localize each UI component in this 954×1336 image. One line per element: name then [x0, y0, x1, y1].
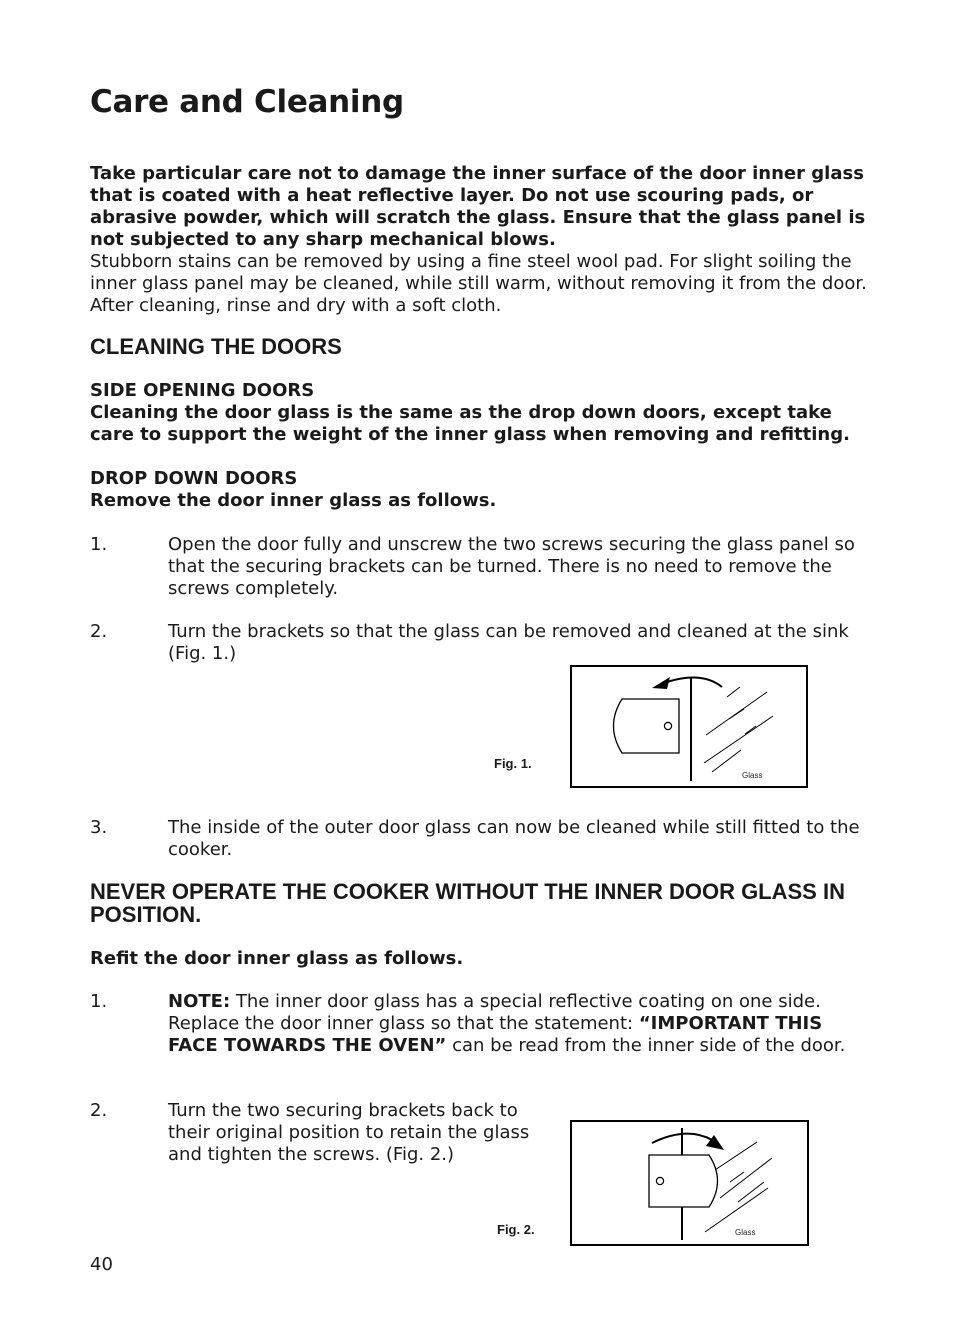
fig1-diagram — [570, 665, 808, 788]
side-opening-heading: SIDE OPENING DOORS — [90, 380, 315, 401]
page-number: 40 — [90, 1254, 113, 1275]
step-number: 3. — [90, 817, 108, 838]
step-text: The inside of the outer door glass can now be cleaned while still fitted to the cooker. — [168, 817, 860, 860]
rotation-arrow — [667, 678, 722, 687]
cleaning-doors-heading: CLEANING THE DOORS — [90, 334, 342, 359]
side-opening-text: Cleaning the door glass is the same as the drop down doors, except take care to support the weight of the inner glass when removing and refitting. — [90, 402, 850, 445]
refit-step-text: Turn the two securing brackets back to their original position to retain the glass and tighten the screws. (Fig. 2.) — [168, 1100, 530, 1165]
fig2-diagram — [570, 1120, 809, 1246]
note-label: NOTE: — [168, 991, 231, 1012]
drop-down-heading: DROP DOWN DOORS — [90, 468, 298, 489]
fig2-illustration — [572, 1122, 807, 1244]
arrow-head-icon — [652, 677, 670, 689]
refit-step-text — [168, 991, 873, 1057]
step-text: Turn the brackets so that the glass can be removed and cleaned at the sink (Fig. 1.) — [168, 621, 849, 664]
step-number: 1. — [90, 991, 108, 1012]
intro-paragraph — [90, 163, 880, 317]
step-number: 2. — [90, 621, 108, 642]
step-number: 1. — [90, 534, 108, 555]
note-text-b: can be read from the inner side of the door. — [446, 1035, 846, 1056]
fig2-glass-label: Glass — [735, 1228, 756, 1237]
fig2-label: Fig. 2. — [497, 1222, 535, 1237]
drop-down-intro: Remove the door inner glass as follows. — [90, 490, 497, 511]
fig1-illustration — [572, 667, 806, 786]
note-text-a: The inner door glass has a special reflective coating on one side. Replace the door inner glass so that the statement: — [168, 991, 821, 1034]
step-text: Open the door fully and unscrew the two screws securing the glass panel so that the securing brackets can be turned. There is no need to remove the screws completely. — [168, 534, 855, 599]
intro-body-text: Stubborn stains can be removed by using a fine steel wool pad. For slight soiling the inner glass panel may be cleaned, while still warm, without removing it from the door. After cleaning, rinse and dry with a soft cloth. — [90, 251, 867, 316]
bracket-shape — [649, 1155, 718, 1207]
screw-icon — [664, 722, 671, 729]
step-number: 2. — [90, 1100, 108, 1121]
bracket-shape — [614, 699, 680, 753]
side-opening-section — [90, 380, 880, 446]
glass-reflection-lines — [704, 687, 773, 772]
drop-down-section — [90, 468, 880, 512]
refit-intro: Refit the door inner glass as follows. — [90, 948, 464, 969]
page-title: Care and Cleaning — [90, 84, 404, 120]
fig1-glass-label: Glass — [742, 771, 763, 780]
intro-warning-text: Take particular care not to damage the inner surface of the door inner glass that is coated with a heat reflective layer. Do not use scouring pads, or abrasive powder, which will scratch the glass. Ensure that the glass panel is not subjected to any sharp mechanical blows. — [90, 163, 866, 250]
fig1-label: Fig. 1. — [494, 756, 532, 771]
warning-heading: NEVER OPERATE THE COOKER WITHOUT THE INNER DOOR GLASS IN POSITION. — [90, 879, 845, 927]
important-statement: “IMPORTANT THIS FACE TOWARDS THE OVEN” — [168, 1013, 823, 1056]
